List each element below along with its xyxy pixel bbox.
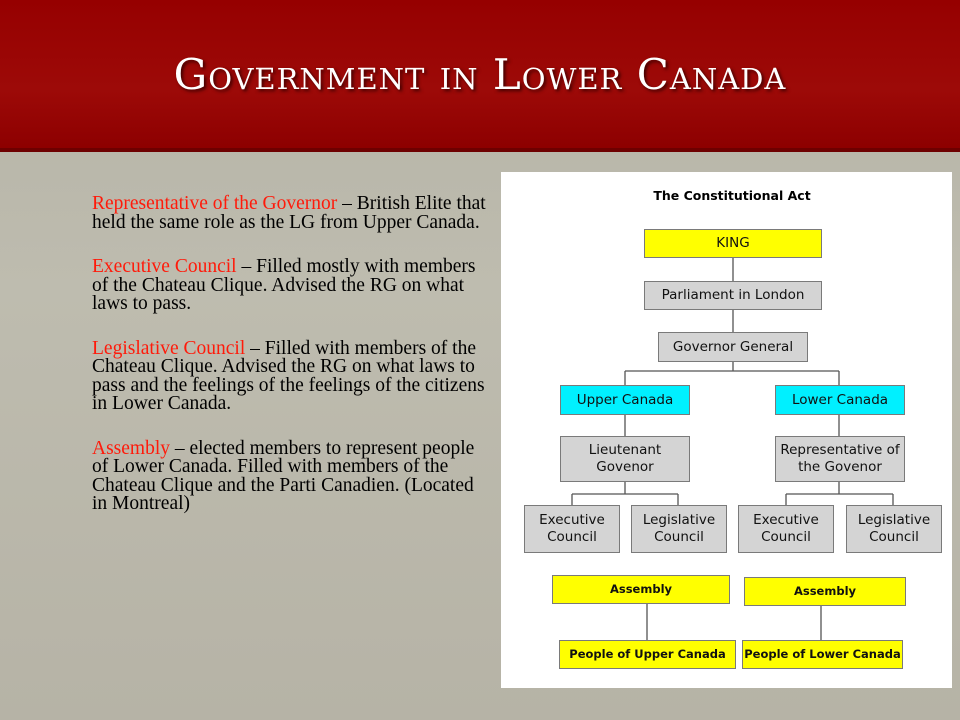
upper-executive-council-box: Executive Council	[524, 505, 620, 553]
bullet-text: – Filled with members of the Chateau Clique. Advised the RG on what laws to pass and the feelings of the feelings of the citizens in Lower Canada.	[92, 337, 485, 414]
lower-people-box: People of Lower Canada	[742, 640, 903, 669]
lower-executive-council-box: Executive Council	[738, 505, 834, 553]
lower-assembly-box: Assembly	[744, 577, 906, 606]
lower-canada-box: Lower Canada	[775, 385, 905, 415]
bullet-representative	[92, 195, 492, 232]
bullet-text: – British Elite that held the same role as the LG from Upper Canada.	[92, 193, 486, 233]
bullet-term: Legislative Council	[92, 337, 246, 359]
lieutenant-governor-box: Lieutenant Govenor	[560, 436, 690, 482]
bullet-legislative-council	[92, 337, 492, 414]
bullet-text: – elected members to represent people of Lower Canada. Filled with members of the Chateau Clique and the Parti Canadien. (Located in Montreal)	[92, 437, 475, 514]
diagram-title: The Constitutional Act	[653, 188, 811, 203]
governor-general-box: Governor General	[658, 332, 808, 362]
representative-governor-box: Representative of the Govenor	[775, 436, 905, 482]
header-banner	[0, 0, 960, 152]
upper-canada-box: Upper Canada	[560, 385, 690, 415]
lower-legislative-council-box: Legislative Council	[846, 505, 942, 553]
bullet-term: Assembly	[92, 437, 170, 459]
bullet-assembly	[92, 437, 492, 514]
upper-legislative-council-box: Legislative Council	[631, 505, 727, 553]
upper-people-box: People of Upper Canada	[559, 640, 736, 669]
bullet-executive-council	[92, 258, 492, 314]
bullet-term: Executive Council	[92, 256, 237, 277]
bullet-list	[92, 195, 492, 540]
king-box: KING	[644, 229, 822, 258]
slide-title: Government in Lower Canada	[173, 50, 787, 99]
bullet-term: Representative of the Governor	[92, 193, 338, 214]
parliament-box: Parliament in London	[644, 281, 822, 310]
org-chart	[501, 172, 952, 688]
upper-assembly-box: Assembly	[552, 575, 730, 604]
bullet-text: – Filled mostly with members of the Chateau Clique. Advised the RG on what laws to pass.	[92, 256, 476, 314]
